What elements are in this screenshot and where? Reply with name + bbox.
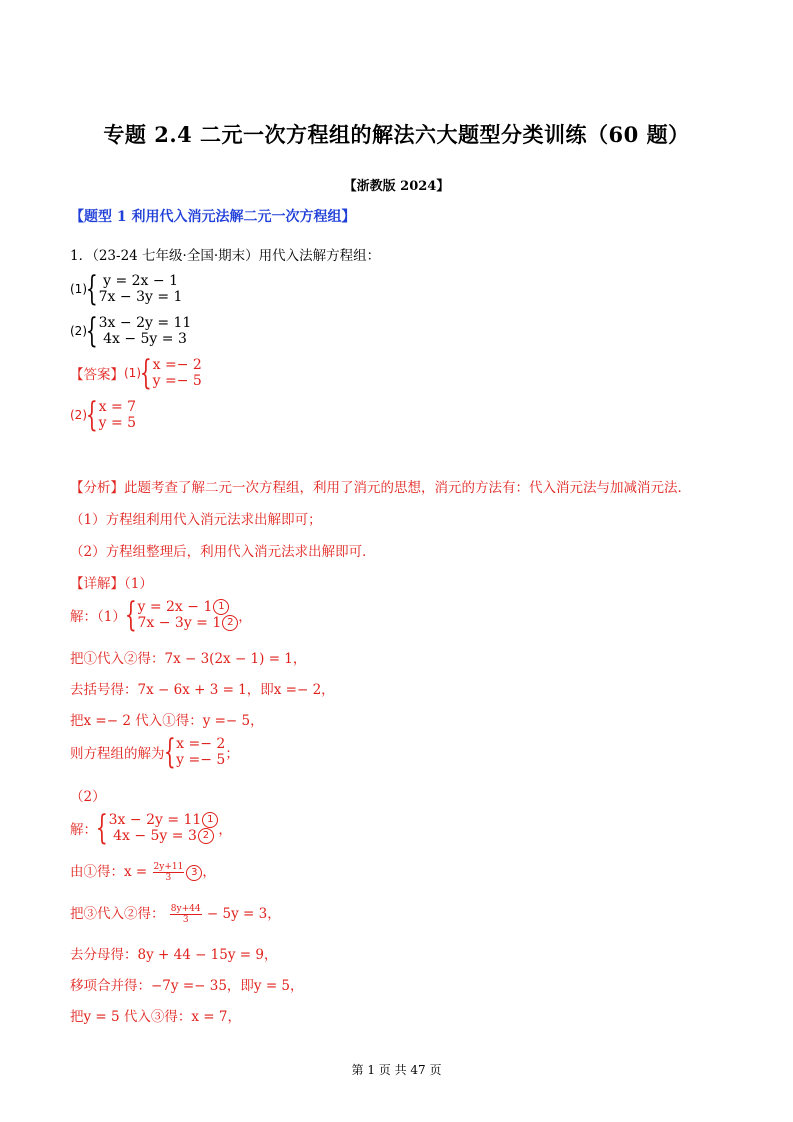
problem-stem: 1．（23-24 七年级·全国·期末）用代入法解方程组： <box>70 248 381 264</box>
detail-step2: 把①代入②得：7x − 3(2x − 1) = 1， <box>70 651 307 667</box>
equation: 4x − 5y = 3 <box>103 331 187 347</box>
circled-number: 2 <box>198 828 214 844</box>
answer-part2-label: (2) <box>70 408 87 422</box>
detail-step9: 去分母得：8y + 44 − 15y = 9， <box>70 947 278 963</box>
equation: y = 2x − 1 <box>103 273 178 289</box>
analysis-line: 【分析】此题考查了解二元一次方程组，利用了消元的思想，消元的方法有：代入消元法与加减消元法． <box>70 480 691 496</box>
page-title: 专题 2.4 二元一次方程组的解法六大题型分类训练（60 题） <box>103 122 690 147</box>
circled-number: 1 <box>213 599 229 615</box>
brace-icon: { <box>85 269 98 309</box>
analysis-line: （1）方程组利用代入消元法求出解即可； <box>70 512 322 528</box>
answer-tag: 【答案】 <box>70 367 124 383</box>
detail-step5: 则方程组的解为 { x =− 2 y =− 5 ； <box>70 732 239 772</box>
fraction: $\frac{8y+44}{3}$ <box>170 904 201 925</box>
equation: y = 2x − 1 1 <box>137 599 238 615</box>
equation: y =− 5 <box>176 752 226 768</box>
detail-part2-tag: （2） <box>70 789 106 805</box>
equation: x =− 2 <box>176 736 226 752</box>
answer-part1-label: (1) <box>124 366 141 380</box>
brace-icon: { <box>124 595 137 635</box>
detail-step7: 由①得：x = $\frac{2y+11}{3}$ 3 ， <box>70 862 216 883</box>
brace-icon: { <box>85 395 98 435</box>
edition-label: 【浙教版 2024】 <box>343 179 450 194</box>
circled-number: 3 <box>186 865 202 881</box>
step-prefix: 解： <box>70 822 97 838</box>
brace-icon: { <box>139 353 152 393</box>
equation: 4x − 5y = 3 2 <box>113 828 214 844</box>
equation: 3x − 2y = 11 1 <box>109 812 219 828</box>
equation: y = 5 <box>98 415 137 431</box>
detail-step1: 解：（1） { y = 2x − 1 1 7x − 3y = 1 2 ， <box>70 595 252 635</box>
detail-step3: 去括号得：7x − 6x + 3 = 1，即x =− 2， <box>70 682 335 698</box>
equation: 7x − 3y = 1 2 <box>137 615 238 631</box>
analysis-line: （2）方程组整理后，利用代入消元法求出解即可． <box>70 544 376 560</box>
equation: 7x − 3y = 1 <box>98 289 183 305</box>
fraction: $\frac{2y+11}{3}$ <box>153 862 184 883</box>
equation: y =− 5 <box>152 373 202 389</box>
page-footer: 第 1 页 共 47 页 <box>351 1063 442 1077</box>
step-prefix: 解：（1） <box>70 609 126 625</box>
step-prefix: 则方程组的解为 <box>70 746 165 762</box>
answer-part2 <box>70 395 137 435</box>
part2-label: (2) <box>70 324 87 338</box>
question-type-heading: 【题型 1 利用代入消元法解二元一次方程组】 <box>70 209 356 225</box>
equation: 3x − 2y = 11 <box>98 315 192 331</box>
equation: x = 7 <box>98 399 137 415</box>
circled-number: 1 <box>202 812 218 828</box>
detail-step6: 解： { 3x − 2y = 11 1 4x − 5y = 3 2 ， <box>70 808 232 848</box>
equation: x =− 2 <box>152 357 202 373</box>
problem-part2 <box>70 311 192 351</box>
detail-step10: 移项合并得：−7y =− 35，即y = 5， <box>70 978 304 994</box>
detail-step11: 把y = 5 代入③得：x = 7， <box>70 1009 241 1025</box>
brace-icon: { <box>163 732 176 772</box>
brace-icon: { <box>95 808 108 848</box>
problem-part1 <box>70 269 183 309</box>
detail-tag: 【详解】（1） <box>70 576 153 592</box>
detail-step4: 把x =− 2 代入①得：y =− 5， <box>70 713 264 729</box>
circled-number: 2 <box>222 615 238 631</box>
detail-step8: 把③代入②得： $\frac{8y+44}{3}$ − 5y = 3， <box>70 904 281 925</box>
brace-icon: { <box>85 311 98 351</box>
answer-part1 <box>70 353 202 393</box>
part1-label: (1) <box>70 282 87 296</box>
